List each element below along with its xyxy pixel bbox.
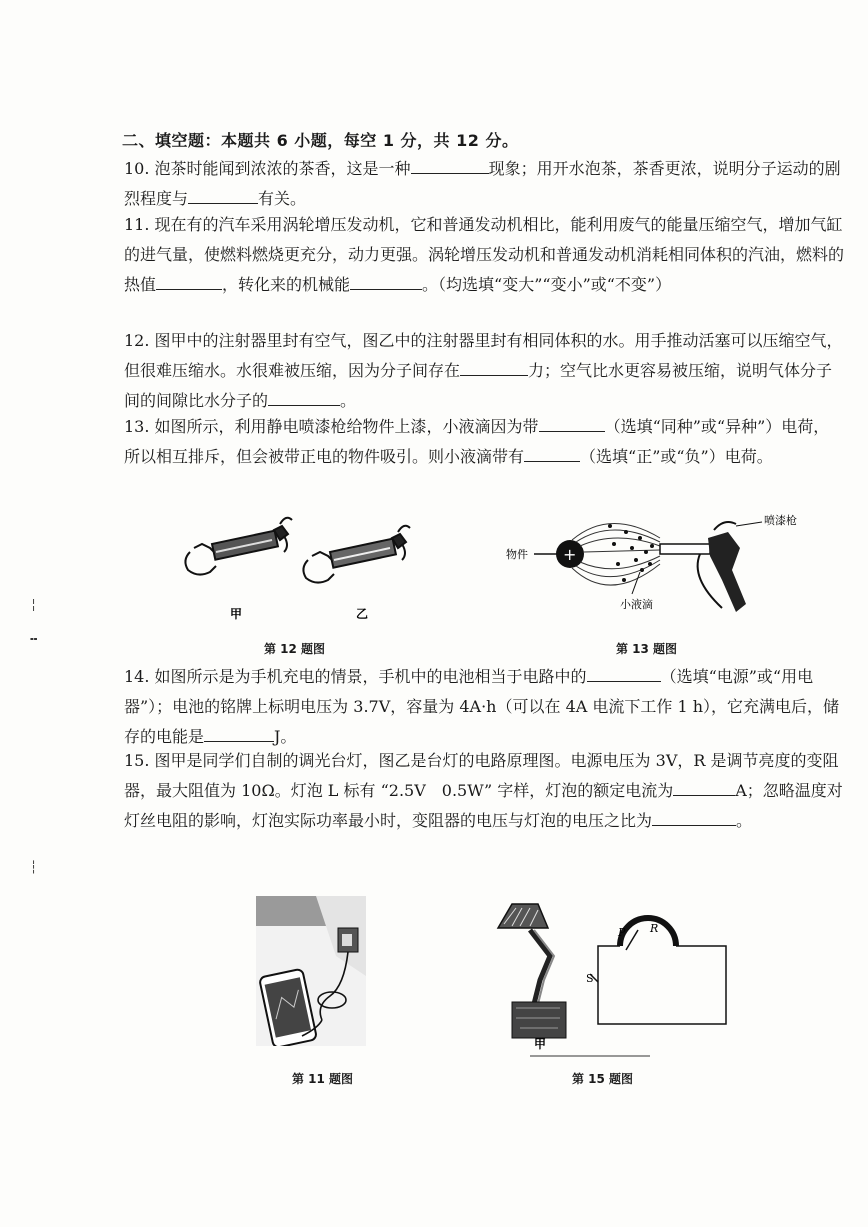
question-text: 图甲是同学们自制的调光台灯，图乙是台灯的电路原理图。电源电压为 3V，R 是调节亮度的变阻器，最大阻值为 10Ω。灯泡 L 标有 “2.5V 0.5W” 字样，灯泡的额定电流为 bbox=[124, 751, 839, 800]
answer-blank[interactable] bbox=[156, 271, 222, 290]
question-11 bbox=[124, 210, 844, 300]
plus-sign: + bbox=[563, 545, 577, 564]
spray-gun-label: 喷漆枪 bbox=[764, 514, 797, 527]
phone-charging-figure bbox=[256, 896, 366, 1046]
answer-blank[interactable] bbox=[460, 357, 528, 376]
fig12-label-a: 甲 bbox=[230, 607, 243, 621]
answer-blank[interactable] bbox=[673, 777, 735, 796]
scan-mark: ╎ bbox=[30, 598, 38, 612]
label-p: P bbox=[618, 926, 626, 939]
answer-blank[interactable] bbox=[539, 413, 605, 432]
question-text: J。 bbox=[274, 727, 297, 746]
desk-lamp-icon bbox=[498, 904, 566, 1038]
question-text: （选填“同种”或“异种”）电荷，所以相互排斥，但会被带正电的物件吸引。则小液滴带有 bbox=[124, 417, 830, 466]
question-text: 力；空气比水更容易被压缩，说明气体分子间的间隙比水分子的 bbox=[124, 361, 833, 410]
question-14 bbox=[124, 662, 844, 752]
answer-blank[interactable] bbox=[204, 723, 274, 742]
question-number: 13. bbox=[124, 417, 150, 436]
question-text: ，转化来的机械能 bbox=[222, 275, 351, 294]
fig12-caption: 第 12 题图 bbox=[264, 642, 326, 656]
question-text: A；忽略温度对灯丝电阻的影响，灯泡实际功率最小时，变阻器的电压与灯泡的电压之比为 bbox=[124, 781, 843, 830]
question-text: 有关。 bbox=[258, 189, 307, 208]
scan-mark: ╍ bbox=[30, 632, 38, 646]
question-text: （选填“正”或“负”）电荷。 bbox=[580, 447, 773, 466]
lamp-circuit-figure bbox=[490, 900, 740, 1060]
question-10 bbox=[124, 154, 844, 214]
label-s: S bbox=[586, 972, 594, 985]
question-15 bbox=[124, 746, 844, 836]
question-text: 如图所示是为手机充电的情景，手机中的电池相当于电路中的 bbox=[154, 667, 587, 686]
question-text: 现在有的汽车采用涡轮增压发动机，它和普通发动机相比，能利用废气的能量压缩空气，增加气缸的进气量，使燃料燃烧更充分，动力更强。涡轮增压发动机和普通发动机消耗相同体积的汽油，燃料的热值 bbox=[124, 215, 845, 294]
question-text: 。 bbox=[340, 391, 357, 410]
fig12-label-b: 乙 bbox=[356, 607, 369, 621]
section-title: 二、填空题：本题共 6 小题，每空 1 分，共 12 分。 bbox=[122, 131, 519, 150]
question-text: （选填“电源”或“用电器”）；电池的铭牌上标明电压为 3.7V，容量为 4A·h（可以在 4A 电流下工作 1 h），它充满电后，储存的电能是 bbox=[124, 667, 840, 746]
syringe-figure bbox=[176, 508, 426, 626]
fig13-caption: 第 13 题图 bbox=[616, 642, 678, 656]
question-text: 。 bbox=[736, 811, 753, 830]
fig15-caption: 第 15 题图 bbox=[572, 1072, 634, 1086]
label-r: R bbox=[650, 922, 659, 935]
question-number: 14. bbox=[124, 667, 150, 686]
question-number: 15. bbox=[124, 751, 150, 770]
question-text: 。（均选填“变大”“变小”或“不变”） bbox=[422, 275, 672, 294]
spray-gun-icon bbox=[660, 522, 746, 612]
fig11-caption: 第 11 题图 bbox=[292, 1072, 354, 1086]
question-13 bbox=[124, 412, 844, 472]
question-text: 如图所示，利用静电喷漆枪给物件上漆，小液滴因为带 bbox=[154, 417, 539, 436]
answer-blank[interactable] bbox=[188, 185, 258, 204]
question-text: 图甲中的注射器里封有空气，图乙中的注射器里封有相同体积的水。用手推动活塞可以压缩空气，但很难压缩水。水很难被压缩，因为分子间存在 bbox=[124, 331, 843, 380]
syringe-b-icon bbox=[303, 526, 410, 583]
answer-blank[interactable] bbox=[350, 271, 422, 290]
object-label: 物件 bbox=[506, 548, 528, 561]
answer-blank[interactable] bbox=[587, 663, 661, 682]
answer-blank[interactable] bbox=[411, 155, 489, 174]
answer-blank[interactable] bbox=[524, 443, 580, 462]
question-number: 10. bbox=[124, 159, 150, 178]
question-text: 现象；用开水泡茶，茶香更浓，说明分子运动的剧烈程度与 bbox=[124, 159, 841, 208]
droplet-label: 小液滴 bbox=[620, 598, 653, 611]
scan-mark: ┆ bbox=[30, 860, 38, 874]
syringe-a-icon bbox=[185, 518, 292, 575]
field-lines-icon bbox=[572, 523, 660, 585]
answer-blank[interactable] bbox=[268, 387, 340, 406]
question-number: 11. bbox=[124, 215, 150, 234]
rheostat-arc-icon bbox=[620, 918, 676, 946]
question-text: 泡茶时能闻到浓浓的茶香，这是一种 bbox=[154, 159, 411, 178]
spray-gun-figure bbox=[500, 508, 800, 626]
question-number: 12. bbox=[124, 331, 150, 350]
question-12 bbox=[124, 326, 844, 416]
fig15-label-a: 甲 bbox=[534, 1037, 547, 1051]
answer-blank[interactable] bbox=[652, 807, 736, 826]
